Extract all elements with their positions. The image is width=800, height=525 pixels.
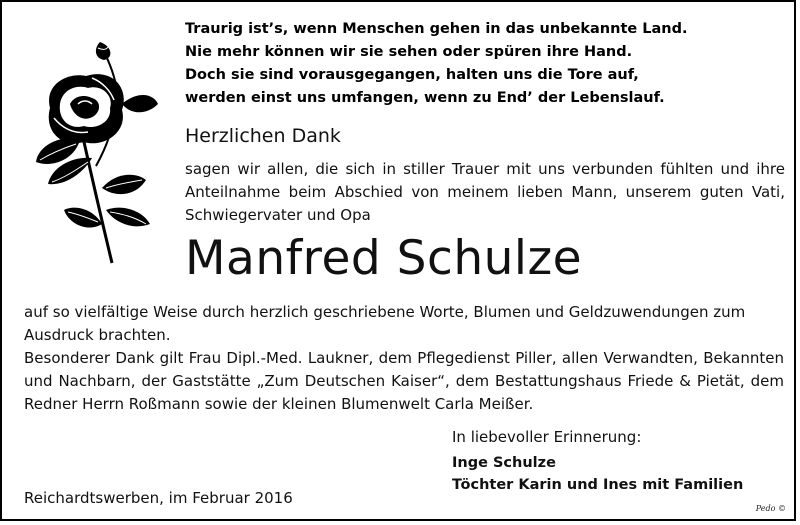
- deceased-name: Manfred Schulze: [185, 231, 583, 286]
- signer: Inge Schulze: [452, 455, 556, 471]
- poem-line: Nie mehr können wir sie sehen oder spüren ihre Hand.: [185, 44, 633, 60]
- thanks-heading: Herzlichen Dank: [185, 125, 341, 147]
- thanks-intro: sagen wir allen, die sich in stiller Trauer mit uns verbunden fühlten und ihre Anteilnahme beim Abschied von meinem lieben Mann, unserem guten Vati, Schwiegervater und Opa: [185, 160, 785, 224]
- poem-line: Doch sie sind vorausgegangen, halten uns die Tore auf,: [185, 67, 639, 83]
- artist-signature: Pedo ©: [755, 504, 786, 513]
- place-date: Reichardtswerben, im Februar 2016: [24, 489, 293, 507]
- poem: [185, 18, 785, 110]
- special-thanks-paragraph: Besonderer Dank gilt Frau Dipl.-Med. Laukner, dem Pflegedienst Piller, allen Verwandten, Bekannten und Nachbarn, der Gaststätte „Zum Deutschen Kaiser“, dem Bestattungshaus Friede & Pietät, dem Redner Herrn Roßmann sowie der kleinen Blumenwelt Carla Meißer.: [24, 349, 784, 413]
- rose-icon: [30, 38, 160, 268]
- signer: Töchter Karin und Ines mit Familien: [452, 477, 744, 493]
- memory-line: In liebevoller Erinnerung:: [452, 428, 642, 446]
- poem-line: werden einst uns umfangen, wenn zu End’ der Lebenslauf.: [185, 90, 665, 106]
- body-paragraph: auf so vielfältige Weise durch herzlich geschriebene Worte, Blumen und Geldzuwendungen zum Ausdruck brachten.: [24, 303, 746, 344]
- poem-line: Traurig ist’s, wenn Menschen gehen in das unbekannte Land.: [185, 21, 688, 37]
